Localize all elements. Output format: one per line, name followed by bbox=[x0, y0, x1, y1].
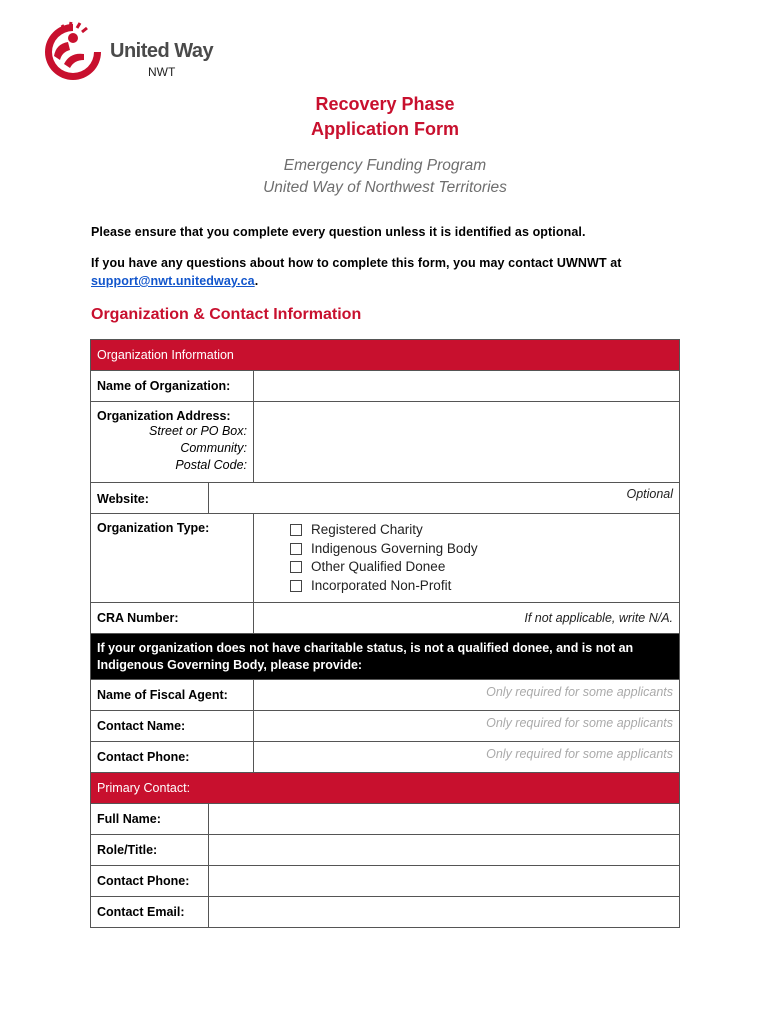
contact-email-label: Contact Email: bbox=[91, 897, 209, 928]
form-title-line2: Application Form bbox=[311, 119, 459, 139]
contact-phone-label: Contact Phone: bbox=[91, 866, 209, 897]
application-form-table bbox=[90, 339, 680, 928]
org-info-header: Organization Information bbox=[91, 340, 680, 371]
fiscal-agent-input[interactable] bbox=[254, 680, 680, 711]
option-registered-charity[interactable] bbox=[290, 521, 673, 540]
website-row bbox=[91, 483, 680, 514]
website-label: Website: bbox=[91, 483, 209, 514]
fiscal-contact-phone-label: Contact Phone: bbox=[91, 742, 254, 773]
contact-email-row bbox=[91, 897, 680, 928]
united-way-hand-icon bbox=[40, 20, 106, 80]
option-indigenous-governing-body[interactable] bbox=[290, 540, 673, 559]
org-address-label-cell bbox=[91, 402, 254, 483]
street-label: Street or PO Box: bbox=[149, 424, 247, 438]
postal-code-label: Postal Code: bbox=[175, 458, 247, 472]
org-type-label: Organization Type: bbox=[91, 514, 254, 603]
org-name-label: Name of Organization: bbox=[91, 371, 254, 402]
community-label: Community: bbox=[180, 441, 247, 455]
option-incorporated-non-profit[interactable] bbox=[290, 577, 673, 596]
checkbox[interactable] bbox=[290, 561, 302, 573]
option-label: Other Qualified Donee bbox=[311, 559, 446, 574]
fiscal-contact-name-input[interactable] bbox=[254, 711, 680, 742]
checkbox[interactable] bbox=[290, 524, 302, 536]
org-name-row bbox=[91, 371, 680, 402]
form-subtitle-line2: United Way of Northwest Territories bbox=[263, 179, 507, 196]
cra-input[interactable] bbox=[254, 603, 680, 634]
fiscal-agent-row bbox=[91, 680, 680, 711]
org-type-row bbox=[91, 514, 680, 603]
fiscal-contact-name-label: Contact Name: bbox=[91, 711, 254, 742]
website-input[interactable] bbox=[209, 483, 680, 514]
fiscal-contact-name-row bbox=[91, 711, 680, 742]
cra-row bbox=[91, 603, 680, 634]
brand-region: NWT bbox=[148, 65, 176, 79]
fiscal-contact-phone-input[interactable] bbox=[254, 742, 680, 773]
fiscal-header-row bbox=[91, 634, 680, 680]
contact-phone-row bbox=[91, 866, 680, 897]
form-subtitle-line1: Emergency Funding Program bbox=[283, 157, 487, 174]
fiscal-agent-hint: Only required for some applicants bbox=[486, 685, 674, 699]
org-address-row bbox=[91, 402, 680, 483]
option-other-qualified-donee[interactable] bbox=[290, 558, 673, 577]
org-name-input[interactable] bbox=[254, 371, 680, 402]
checkbox[interactable] bbox=[290, 580, 302, 592]
brand-name: United Way bbox=[110, 40, 214, 62]
fiscal-agent-label: Name of Fiscal Agent: bbox=[91, 680, 254, 711]
fiscal-header: If your organization does not have charitable status, is not a qualified donee, and is not an Indigenous Governing Body, please provide: bbox=[91, 634, 680, 680]
option-label: Incorporated Non-Profit bbox=[311, 577, 452, 593]
contact-phone-input[interactable] bbox=[209, 866, 680, 897]
primary-contact-header: Primary Contact: bbox=[91, 773, 680, 804]
form-title-line1: Recovery Phase bbox=[315, 94, 455, 114]
checkbox[interactable] bbox=[290, 543, 302, 555]
section-title: Organization & Contact Information bbox=[91, 306, 362, 323]
contact-email-input[interactable] bbox=[209, 897, 680, 928]
cra-label: CRA Number: bbox=[91, 603, 254, 634]
instruction-contact-text: If you have any questions about how to complete this form, you may contact UWNWT at bbox=[91, 256, 622, 270]
full-name-row bbox=[91, 804, 680, 835]
support-email-link[interactable]: support@nwt.unitedway.ca bbox=[91, 274, 255, 288]
option-label: Registered Charity bbox=[311, 522, 423, 537]
role-title-label: Role/Title: bbox=[91, 835, 209, 866]
option-label: Indigenous Governing Body bbox=[311, 540, 478, 556]
org-info-header-row bbox=[91, 340, 680, 371]
full-name-label: Full Name: bbox=[91, 804, 209, 835]
fiscal-contact-phone-hint: Only required for some applicants bbox=[486, 747, 674, 761]
instruction-complete: Please ensure that you complete every question unless it is identified as optional. bbox=[91, 225, 586, 239]
role-title-input[interactable] bbox=[209, 835, 680, 866]
full-name-input[interactable] bbox=[209, 804, 680, 835]
org-address-input[interactable] bbox=[254, 402, 680, 483]
cra-hint: If not applicable, write N/A. bbox=[524, 611, 674, 625]
fiscal-contact-phone-row bbox=[91, 742, 680, 773]
email-suffix: . bbox=[254, 274, 259, 288]
org-type-options bbox=[254, 514, 680, 603]
role-title-row bbox=[91, 835, 680, 866]
instruction-contact bbox=[91, 254, 691, 290]
united-way-logo bbox=[40, 20, 230, 80]
website-optional-hint: Optional bbox=[626, 487, 674, 501]
primary-contact-header-row bbox=[91, 773, 680, 804]
fiscal-contact-name-hint: Only required for some applicants bbox=[486, 716, 674, 730]
org-address-label: Organization Address: bbox=[97, 409, 231, 423]
